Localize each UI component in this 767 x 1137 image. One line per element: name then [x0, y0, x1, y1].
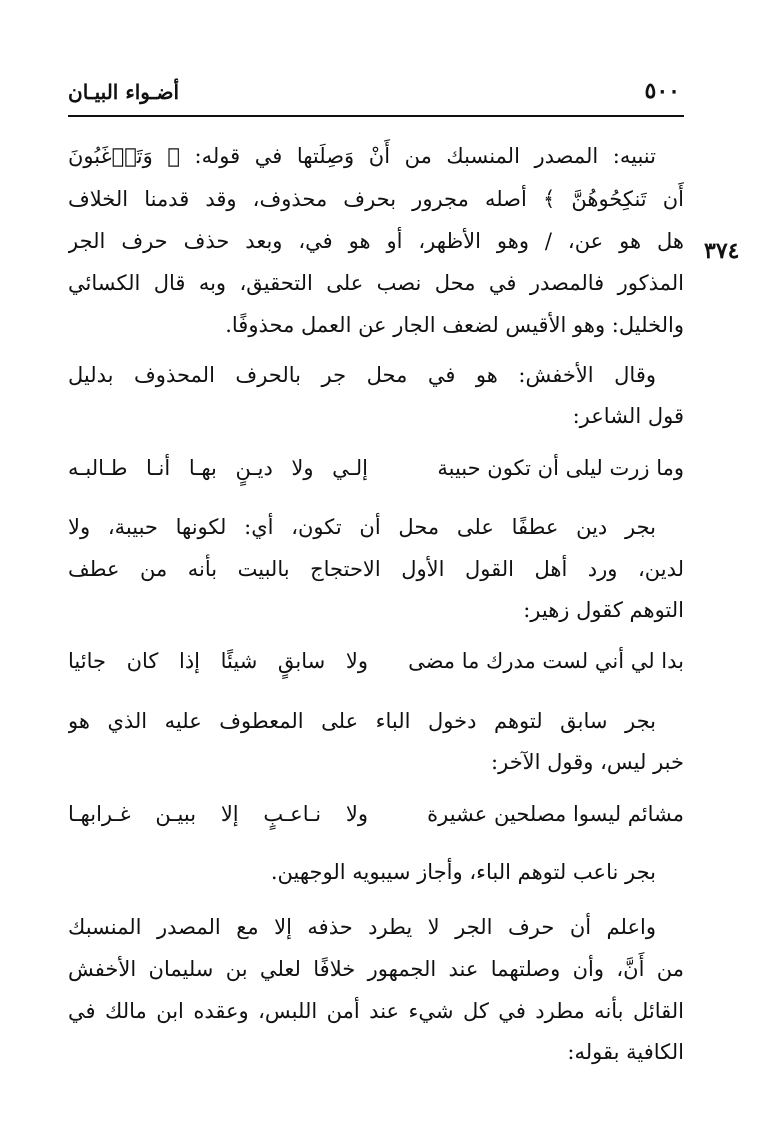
- running-title: أضـواء البيـان: [68, 80, 180, 104]
- verse-second-hemistich: ولا نـاعـبٍ إلا ببيـن غـرابهـا: [68, 802, 368, 826]
- poetry-verse: [68, 641, 684, 681]
- text-line: القائل بأنه مطرد في كل شيء عند أمن اللبس، وعقده ابن مالك في: [68, 999, 684, 1023]
- text-line: هل هو عن، / وهو الأظهر، أو هو في، وبعد حذف حرف الجر: [68, 229, 684, 253]
- verse-second-hemistich: ولا سابقٍ شيئًا إذا كان جائيا: [68, 649, 368, 673]
- poetry-verse: [68, 448, 684, 488]
- text-line: التوهم كقول زهير:: [523, 598, 684, 622]
- text-line: وقال الأخفش: هو في محل جر بالحرف المحذوف بدليل: [68, 363, 656, 387]
- text-line: بجر ناعب لتوهم الباء، وأجاز سيبويه الوجهين.: [270, 860, 656, 884]
- text-line: خبر ليس، وقول الآخر:: [491, 750, 684, 774]
- verse-first-hemistich: وما زرت ليلى أن تكون حبيبة: [437, 456, 684, 480]
- page-number: ٥٠٠: [644, 78, 680, 104]
- page-header: [68, 78, 684, 114]
- margin-reference-number: ٣٧٤: [704, 238, 740, 264]
- text-line: أَن تَنكِحُوهُنَّ ﴾ أصله مجرور بحرف محذوف، وقد قدمنا الخلاف: [68, 187, 684, 211]
- verse-first-hemistich: مشائم ليسوا مصلحين عشيرة: [427, 802, 684, 826]
- text-line: الكافية بقوله:: [567, 1040, 684, 1064]
- text-line: بجر سابق لتوهم دخول الباء على المعطوف عليه الذي هو: [68, 709, 656, 733]
- text-line: واعلم أن حرف الجر لا يطرد حذفه إلا مع المصدر المنسبك: [68, 915, 656, 939]
- verse-first-hemistich: بدا لي أني لست مدرك ما مضى: [408, 649, 684, 673]
- text-line: تنبيه: المصدر المنسبك من أَنْ وَصِلَتها في قوله: ﴿ وَتَرۡغَبُونَ: [68, 144, 656, 168]
- text-line: والخليل: وهو الأقيس لضعف الجار عن العمل محذوفًا.: [225, 313, 684, 337]
- text-line: المذكور فالمصدر في محل نصب على التحقيق، وبه قال الكسائي: [68, 271, 684, 295]
- text-line: قول الشاعر:: [572, 404, 684, 428]
- text-line: من أَنَّ، وأن وصلتهما عند الجمهور خلافًا لعلي بن سليمان الأخفش: [68, 957, 684, 981]
- poetry-verse: [68, 794, 684, 834]
- header-rule: [68, 115, 684, 117]
- verse-second-hemistich: إلـي ولا ديـنٍ بهـا أنـا طـالبـه: [68, 456, 368, 480]
- text-line: لدين، ورد أهل القول الأول الاحتجاج بالبيت بأنه من عطف: [68, 557, 684, 581]
- text-line: بجر دين عطفًا على محل أن تكون، أي: لكونها حبيبة، ولا: [68, 515, 656, 539]
